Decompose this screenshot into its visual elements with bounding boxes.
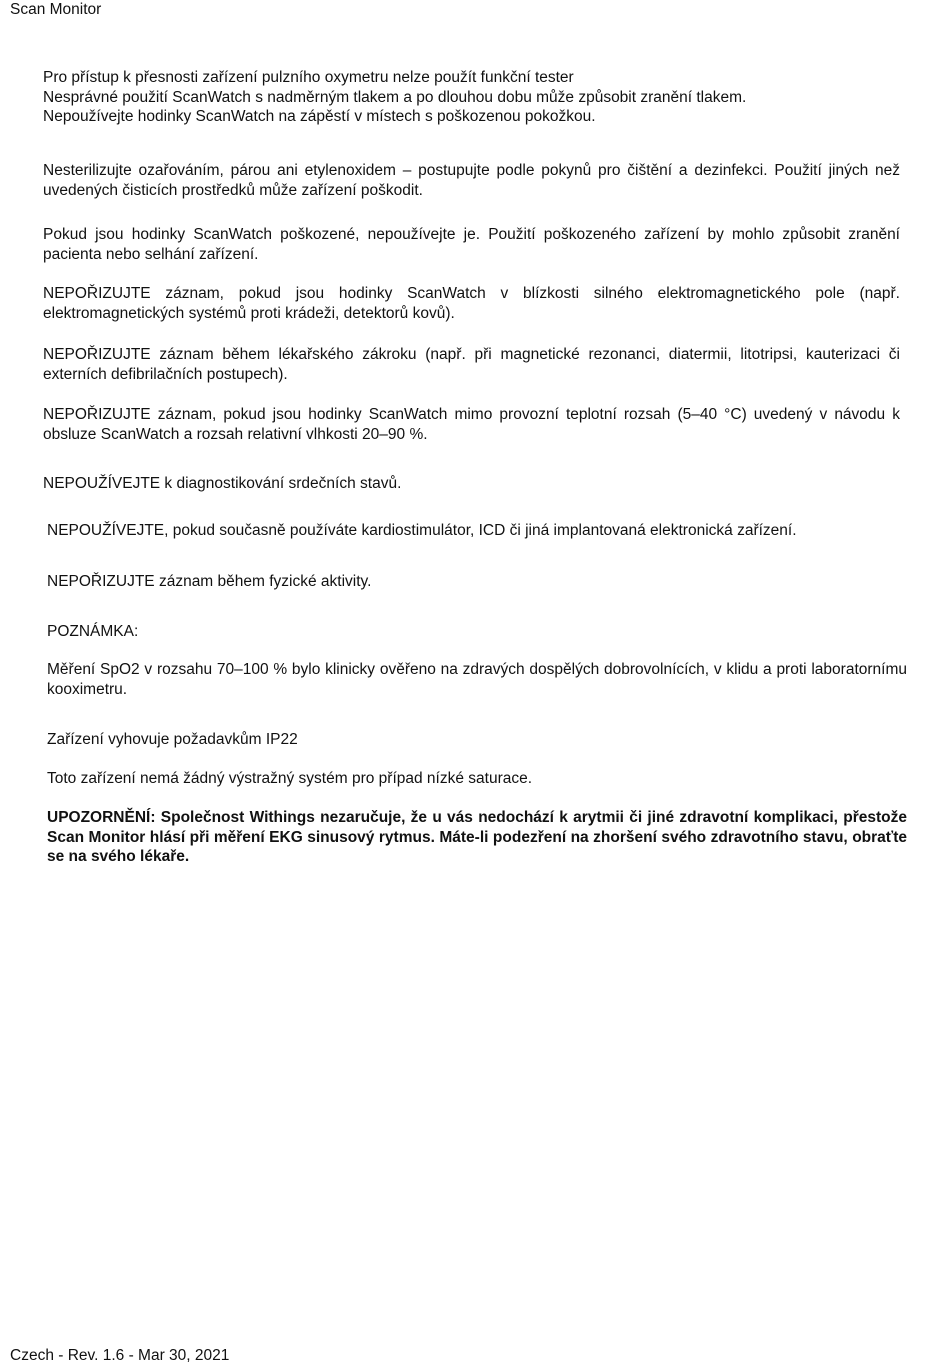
- electromagnetic-field-paragraph: NEPOŘIZUJTE záznam, pokud jsou hodinky ScanWatch v blízkosti silného elektromagnetického pole (např. elektromagnetických systémů proti krádeži, detektorů kovů).: [43, 285, 900, 322]
- footer-revision: Czech - Rev. 1.6 - Mar 30, 2021: [10, 1347, 230, 1364]
- damaged-skin-line: Nepoužívejte hodinky ScanWatch na zápěstí v místech s poškozenou pokožkou.: [43, 108, 596, 125]
- note-heading: POZNÁMKA:: [47, 623, 139, 640]
- sterilization-paragraph: Nesterilizujte ozařováním, párou ani etylenoxidem – postupujte podle pokynů pro čištění a dezinfekci. Použití jiných než uvedených čisticích prostředků může zařízení poškodit.: [43, 162, 900, 199]
- pacemaker-warning-paragraph: NEPOUŽÍVEJTE, pokud současně používáte kardiostimulátor, ICD či jiná implantovaná elektronická zařízení.: [47, 522, 797, 539]
- document-header-title: Scan Monitor: [10, 1, 102, 18]
- pulse-oximeter-tester-line: Pro přístup k přesnosti zařízení pulzního oxymetru nelze použít funkční tester: [43, 69, 574, 86]
- low-saturation-paragraph: Toto zařízení nemá žádný výstražný systém pro případ nízké saturace.: [47, 770, 533, 787]
- temperature-range-paragraph: NEPOŘIZUJTE záznam, pokud jsou hodinky ScanWatch mimo provozní teplotní rozsah (5–40 °C) uvedený v návodu k obsluze ScanWatch a rozsah relativní vlhkosti 20–90 %.: [43, 406, 900, 443]
- physical-activity-paragraph: NEPOŘIZUJTE záznam během fyzické aktivity.: [47, 573, 372, 590]
- diagnosis-warning-paragraph: NEPOUŽÍVEJTE k diagnostikování srdečních stavů.: [43, 475, 402, 492]
- warning-paragraph: UPOZORNĚNÍ: Společnost Withings nezaručuje, že u vás nedochází k arytmii či jiné zdravotní komplikaci, přestože Scan Monitor hlásí při měření EKG sinusový rytmus. Máte-li podezření na zhoršení svého zdravotního stavu, obraťte se na svého lékaře.: [47, 809, 907, 865]
- ip22-paragraph: Zařízení vyhovuje požadavkům IP22: [47, 731, 298, 748]
- pulse-oximeter-notes-paragraph: [43, 68, 900, 127]
- spo2-validation-paragraph: Měření SpO2 v rozsahu 70–100 % bylo klinicky ověřeno na zdravých dospělých dobrovolnících, v klidu a proti laboratornímu kooximetru.: [47, 661, 907, 698]
- damaged-watch-paragraph: Pokud jsou hodinky ScanWatch poškozené, nepoužívejte je. Použití poškozeného zařízení by mohlo způsobit zranění pacienta nebo selhání zařízení.: [43, 226, 900, 263]
- medical-procedure-paragraph: NEPOŘIZUJTE záznam během lékařského zákroku (např. při magnetické rezonanci, diatermii, litotripsi, kauterizaci či externích defibrilačních postupech).: [43, 346, 900, 383]
- pressure-injury-line: Nesprávné použití ScanWatch s nadměrným tlakem a po dlouhou dobu může způsobit zranění tlakem.: [43, 88, 747, 106]
